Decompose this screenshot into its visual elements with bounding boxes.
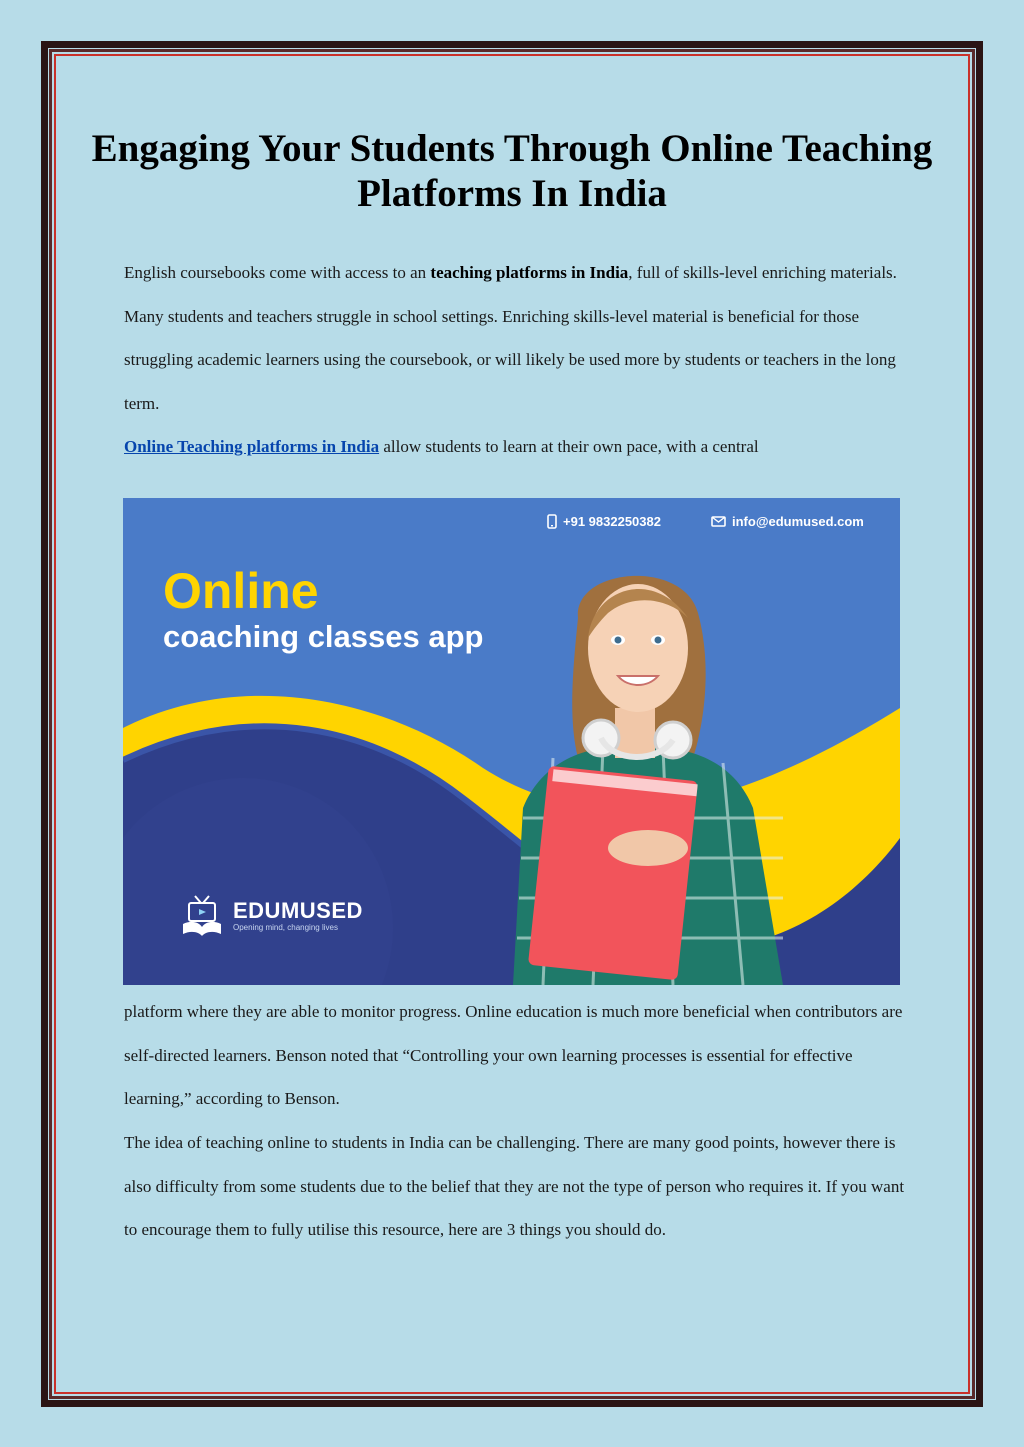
paragraph-4: The idea of teaching online to students in India can be challenging. There are many good points, however there is also difficulty from some students due to the belief that they are not the type of person who requires it. If you want to encourage them to fully utilise this resource, here are 3 things you should do. xyxy=(124,1133,905,1239)
student-holding-folder-illustration xyxy=(483,558,813,985)
edumused-brand xyxy=(181,894,363,938)
paragraph-1-start: English coursebooks come with access to an xyxy=(124,263,431,282)
paragraph-1-rest: , full of skills-level enriching materials. Many students and teachers struggle in school settings. Enriching skills-level material is beneficial for those struggling academic learners using the coursebook, or will likely be used more by students or teachers in the long term. xyxy=(124,263,897,413)
email-address: info@edumused.com xyxy=(732,514,864,529)
phone-number: +91 9832250382 xyxy=(563,514,661,529)
article-title: Engaging Your Students Through Online Teaching Platforms In India xyxy=(91,127,933,215)
banner-email xyxy=(711,514,864,529)
bold-keyword: teaching platforms in India xyxy=(430,263,629,282)
phone-icon xyxy=(547,514,557,529)
mail-icon xyxy=(711,516,726,527)
banner-phone xyxy=(547,514,661,529)
paragraph-1 xyxy=(124,251,914,425)
brand-name: EDUMUSED xyxy=(233,898,363,923)
online-teaching-link[interactable]: Online Teaching platforms in India xyxy=(124,437,380,456)
banner-subheadline: coaching classes app xyxy=(163,619,484,654)
paragraph-2-rest: allow students to learn at their own pace, with a central xyxy=(379,437,759,456)
book-tv-logo-icon xyxy=(181,894,223,938)
paragraph-2 xyxy=(124,425,914,469)
paragraph-3: platform where they are able to monitor progress. Online education is much more beneficial when contributors are self-directed learners. Benson noted that “Controlling your own learning processes is essential for effective learning,” according to Benson. xyxy=(124,1002,903,1108)
promo-banner-image xyxy=(123,498,900,985)
banner-headline: Online xyxy=(163,563,319,619)
brand-tagline: Opening mind, changing lives xyxy=(233,923,338,932)
